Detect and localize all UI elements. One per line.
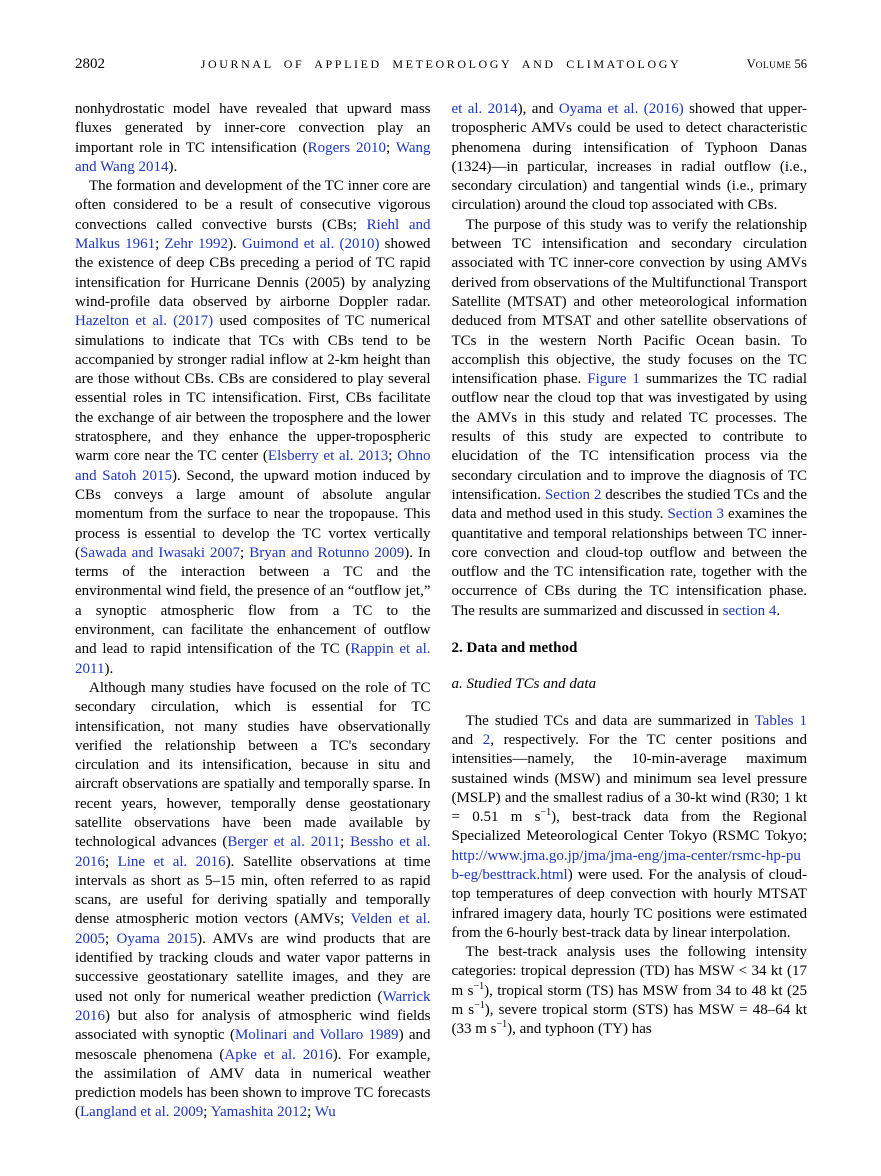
citation-link[interactable]: Tables 1	[754, 712, 807, 729]
two-column-body	[75, 100, 807, 1123]
text-run: The formation and development of the TC inner core are often considered to be a result of consecutive vigorous convections called convective bursts (CBs;	[75, 178, 431, 233]
citation-link[interactable]: Sawada and Iwasaki 2007	[80, 544, 240, 561]
citation-link[interactable]: Rappin et al. 2011	[75, 641, 431, 677]
text-run: , respectively. For the TC center positions and intensities—namely, the 10-min-average maximum sustained winds (MSW) and minimum sea level pressure (MSLP) and the smallest radius of a 30-kt wind (R30; 1 kt = 0.51 m s	[451, 731, 807, 826]
text-run: ), and typhoon (TY) has	[507, 1021, 652, 1038]
citation-link[interactable]: Hazelton et al. (2017)	[75, 313, 214, 330]
text-run: ;	[105, 930, 117, 947]
paragraph	[75, 100, 431, 177]
paragraph	[452, 216, 808, 621]
text-run: Although many studies have focused on the role of TC secondary circulation, which is essential for TC intensification, not many studies have observationally verified the relationship between a TC's secondary circulation and its intensification, because in situ and aircraft observations are spatially and temporally sparse. In recent years, however, temporally dense geostationary satellite observations have been made available by technological advances (	[75, 679, 431, 851]
paragraph	[452, 943, 808, 1039]
text-run: nonhydrostatic model have revealed that upward mass fluxes generated by inner-core convection play an important role in TC intensification (	[75, 101, 431, 156]
paragraph	[75, 679, 431, 1123]
volume-number: 56	[794, 57, 807, 71]
text-run: ) were used. For the analysis of cloud-top temperatures of deep convection with hourly MTSAT infrared imagery data, hourly TC positions were estimated from the 6-hourly best-track data by linear interpolation.	[451, 866, 807, 941]
citation-link[interactable]: Section 2	[544, 486, 602, 503]
text-run: and	[451, 731, 483, 748]
volume-smallcaps: OLUME	[755, 61, 792, 71]
text-run: ).	[228, 236, 242, 253]
right-column	[452, 100, 808, 1123]
citation-link[interactable]: et al. 2014	[451, 101, 518, 117]
citation-link[interactable]: Wu	[314, 1104, 336, 1121]
text-run: ) but also for analysis of atmospheric wind fields associated with synoptic (	[75, 1007, 431, 1044]
running-head	[75, 56, 807, 73]
subsection-heading: a. Studied TCs and data	[451, 676, 597, 693]
citation-link[interactable]: Bryan and Rotunno 2009	[249, 544, 405, 561]
text-run: ;	[307, 1104, 315, 1121]
citation-link[interactable]: Yamashita 2012	[210, 1104, 308, 1121]
citation-link[interactable]: Figure 1	[587, 371, 640, 388]
text-run: The studied TCs and data are summarized in	[465, 712, 755, 729]
citation-link[interactable]: Apke et al. 2016	[224, 1046, 333, 1063]
citation-link[interactable]: Rogers 2010	[307, 139, 387, 156]
citation-link[interactable]: Oyama 2015	[116, 930, 198, 947]
paragraph	[452, 100, 808, 216]
citation-link[interactable]: Section 3	[667, 506, 724, 523]
citation-link[interactable]: Berger et al. 2011	[227, 834, 341, 851]
text-run: ). Satellite observations at time intervals as short as 5–15 min, often referred to as rapid scans, are useful for deriving spatially and temporally dense atmospheric motion vectors (AMVs;	[75, 853, 431, 928]
citation-link[interactable]: section 4	[722, 602, 777, 619]
text-run: ;	[386, 139, 396, 156]
text-run: describes the studied TCs and the data and method used in this study.	[451, 486, 807, 523]
text-run: ). Second, the upward motion induced by CBs conveys a large amount of absolute angular momentum from the surface to near the tropopause. This process is essential to develop the TC vortex vertically (	[75, 467, 431, 561]
superscript: −1	[473, 980, 485, 992]
citation-link[interactable]: Line et al. 2016	[117, 853, 226, 870]
section-heading: 2. Data and method	[451, 640, 578, 657]
citation-link[interactable]: Warrick 2016	[75, 988, 431, 1024]
text-run: ;	[340, 834, 351, 851]
text-run: ;	[105, 853, 118, 870]
text-run: showed that upper-tropospheric AMVs could be used to detect characteristic phenomena during intensification of Typhoon Danas (1324)—in particular, increases in radial outflow (i.e., secondary circulation) and tangential winds (i.e., primary circulation) around the cloud top associated with CBs.	[451, 101, 808, 214]
text-run: ). In terms of the interaction between a TC and the environmental wind field, the presence of an “outflow jet,” a synoptic atmospheric flow from a TC to the environment, can facilitate the enhancement of outflow and lead to rapid intensification of the TC (	[75, 544, 431, 658]
text-run: ;	[203, 1104, 211, 1121]
text-run: ;	[240, 544, 250, 561]
citation-link[interactable]: Bessho et al. 2016	[75, 834, 431, 870]
citation-link[interactable]: Ohno and Satoh 2015	[75, 448, 431, 484]
journal-title: JOURNAL OF APPLIED METEOROLOGY AND CLIMATOLOGY	[200, 57, 682, 71]
citation-link[interactable]: Elsberry et al. 2013	[267, 448, 389, 465]
citation-link[interactable]: Riehl and Malkus 1961	[75, 216, 431, 253]
citation-link[interactable]: Zehr 1992	[164, 236, 229, 253]
text-run: The purpose of this study was to verify the relationship between TC intensification and secondary circulation associated with TC inner-core convection by using AMVs derived from observations of the Multifunctional Transport Satellite (MTSAT) and other meteorological information deduced from MTSAT and other satellite observations of TCs in the western North Pacific Ocean basin. To accomplish this objective, the study focuses on the TC intensification phase.	[451, 216, 807, 388]
superscript: −1	[540, 807, 552, 819]
text-run: ).	[104, 660, 114, 677]
citation-link[interactable]: Molinari and Vollaro 1989	[234, 1027, 399, 1044]
text-run: showed the existence of deep CBs preceding a period of TC rapid intensification for Hurricane Dennis (2005) by analyzing wind-profile data observed by airborne Doppler radar.	[75, 236, 431, 310]
text-run: ) and mesoscale phenomena (	[75, 1027, 431, 1063]
text-run: ).	[168, 158, 178, 175]
text-run: summarizes the TC radial outflow near the cloud top that was investigated by using the AMVs in this study and related TC processes. The results of this study are expected to contribute to elucidation of the TC intensification process via the secondary circulation and to improve the diagnosis of TC intensification.	[451, 371, 808, 503]
citation-link[interactable]: 2	[482, 731, 491, 748]
text-run: ), and	[517, 101, 559, 117]
text-run: ), severe tropical storm (STS) has MSW = 48–64 kt (33 m s	[451, 1002, 807, 1038]
text-run: ). AMVs are wind products that are identified by tracking clouds and water vapor patterns in successive geostationary satellite images, and they are used not only for numerical weather prediction (	[75, 930, 431, 1005]
page-number: 2802	[75, 56, 105, 72]
text-run: ;	[155, 236, 165, 253]
superscript: −1	[474, 1000, 485, 1012]
citation-link[interactable]: Wang and Wang 2014	[75, 139, 431, 175]
text-run: used composites of TC numerical simulations to indicate that TCs with CBs tend to be accompanied by stronger radial inflow at 2-km height than are those without CBs. CBs are considered to play several essential roles in TC intensification. First, CBs facilitate the exchange of air between the troposphere and the lower stratosphere, and they enhance the upper-tropospheric warm core near the TC center (	[75, 313, 431, 465]
left-column	[75, 100, 431, 1123]
text-run: examines the quantitative and temporal relationships between TC inner-core convection and cloud-top outflow and between the outflow and the TC intensification rate, together with the occurrence of CBs during the TC intensification phase. The results are summarized and discussed in	[451, 506, 807, 619]
superscript: −1	[496, 1019, 508, 1031]
citation-link[interactable]: Guimond et al. (2010)	[241, 236, 380, 253]
text-run: .	[776, 602, 781, 619]
volume-label	[681, 57, 807, 72]
volume-initial: V	[746, 57, 756, 71]
text-run: ), tropical storm (TS) has MSW from 34 to 48 kt (25 m s	[451, 982, 807, 1019]
citation-link[interactable]: Oyama et al. (2016)	[558, 101, 684, 117]
citation-link[interactable]: Langland et al. 2009	[80, 1104, 204, 1121]
text-run: ), best-track data from the Regional Specialized Meteorological Center Tokyo (RSMC Tokyo;	[451, 809, 807, 845]
citation-link[interactable]: Velden et al. 2005	[75, 911, 431, 947]
text-run: The best-track analysis uses the following intensity categories: tropical depression (TD) has MSW < 34 kt (17 m s	[451, 944, 807, 999]
paragraph	[452, 712, 808, 944]
paragraph	[75, 177, 431, 679]
text-run: ). For example, the assimilation of AMV data in numerical weather prediction models has been shown to improve TC forecasts (	[75, 1046, 431, 1121]
text-run: ;	[388, 448, 398, 465]
url-link[interactable]: http://www.jma.go.jp/jma/jma-eng/jma-center/rsmc-hp-pub-eg/besttrack.html	[451, 847, 801, 883]
